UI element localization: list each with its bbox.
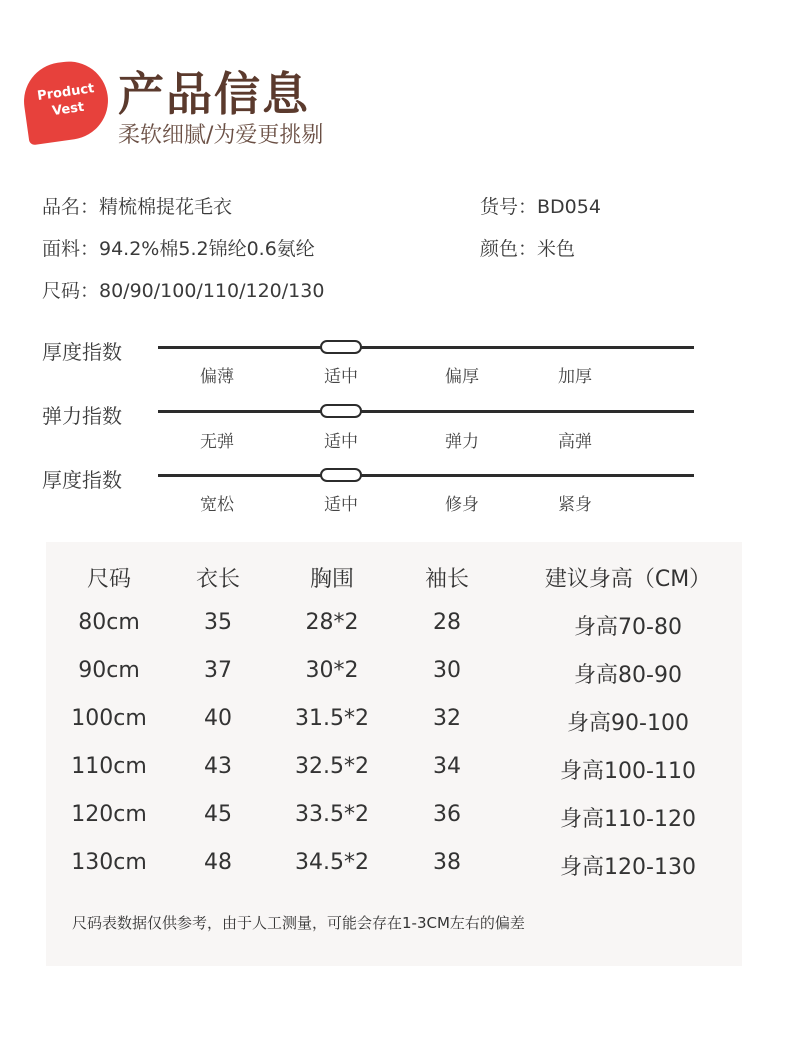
- scale-tick: 适中: [324, 367, 358, 387]
- size-table-note: 尺码表数据仅供参考，由于人工测量，可能会存在1-3CM左右的偏差: [72, 914, 525, 932]
- table-cell: 身高110-120: [560, 807, 696, 832]
- scale-marker-thickness: [320, 340, 362, 354]
- info-fabric: 面料：94.2%棉5.2锦纶0.6氨纶: [42, 238, 315, 260]
- scale-track-thickness: [158, 346, 694, 349]
- scale-marker-elasticity: [320, 404, 362, 418]
- table-cell: 33.5*2: [295, 802, 369, 827]
- scale-tick: 加厚: [558, 367, 592, 387]
- table-header: 建议身高（CM）: [544, 567, 712, 592]
- table-cell: 身高90-100: [567, 711, 689, 736]
- scale-marker-fit: [320, 468, 362, 482]
- scale-track-elasticity: [158, 410, 694, 413]
- table-cell: 43: [204, 754, 232, 779]
- table-cell: 30: [433, 658, 461, 683]
- table-cell: 身高70-80: [574, 615, 682, 640]
- table-header: 尺码: [86, 567, 131, 592]
- table-cell: 100cm: [71, 706, 147, 731]
- scale-label-fit: 厚度指数: [42, 468, 122, 492]
- table-cell: 120cm: [71, 802, 147, 827]
- scale-tick: 弹力: [445, 432, 479, 452]
- table-cell: 38: [433, 850, 461, 875]
- scale-tick: 适中: [324, 495, 358, 515]
- scale-track-fit: [158, 474, 694, 477]
- table-cell: 28: [433, 610, 461, 635]
- page-title: 产品信息: [118, 67, 310, 121]
- table-cell: 32.5*2: [295, 754, 369, 779]
- table-cell: 28*2: [305, 610, 359, 635]
- table-cell: 36: [433, 802, 461, 827]
- scale-tick: 高弹: [558, 432, 592, 452]
- info-color: 颜色：米色: [480, 238, 576, 260]
- table-cell: 身高120-130: [560, 855, 696, 880]
- scale-tick: 修身: [445, 495, 479, 515]
- table-cell: 30*2: [305, 658, 359, 683]
- table-cell: 身高100-110: [560, 759, 696, 784]
- badge-line-1: Product: [36, 81, 96, 105]
- table-cell: 31.5*2: [295, 706, 369, 731]
- info-size: 尺码：80/90/100/110/120/130: [42, 280, 325, 302]
- badge-line-2: Vest: [51, 99, 86, 120]
- scale-tick: 偏薄: [200, 367, 234, 387]
- info-name: 品名：精梳棉提花毛衣: [42, 196, 233, 218]
- scale-tick: 紧身: [558, 495, 592, 515]
- table-cell: 32: [433, 706, 461, 731]
- scale-tick: 偏厚: [445, 367, 479, 387]
- scale-tick: 宽松: [200, 495, 234, 515]
- table-cell: 35: [204, 610, 232, 635]
- scale-label-elasticity: 弹力指数: [42, 404, 122, 428]
- table-cell: 40: [204, 706, 232, 731]
- table-header: 胸围: [309, 567, 354, 592]
- table-cell: 34: [433, 754, 461, 779]
- table-cell: 37: [204, 658, 232, 683]
- table-cell: 45: [204, 802, 232, 827]
- table-header: 衣长: [195, 567, 240, 592]
- table-cell: 110cm: [71, 754, 147, 779]
- info-item-no: 货号：BD054: [480, 196, 601, 218]
- table-cell: 48: [204, 850, 232, 875]
- table-cell: 身高80-90: [574, 663, 682, 688]
- scale-tick: 适中: [324, 432, 358, 452]
- table-header: 袖长: [424, 567, 469, 592]
- table-cell: 34.5*2: [295, 850, 369, 875]
- table-cell: 80cm: [78, 610, 140, 635]
- page-subtitle: 柔软细腻/为爱更挑剔: [118, 123, 324, 148]
- scale-tick: 无弹: [200, 432, 234, 452]
- table-cell: 90cm: [78, 658, 140, 683]
- table-cell: 130cm: [71, 850, 147, 875]
- scale-label-thickness: 厚度指数: [42, 340, 122, 364]
